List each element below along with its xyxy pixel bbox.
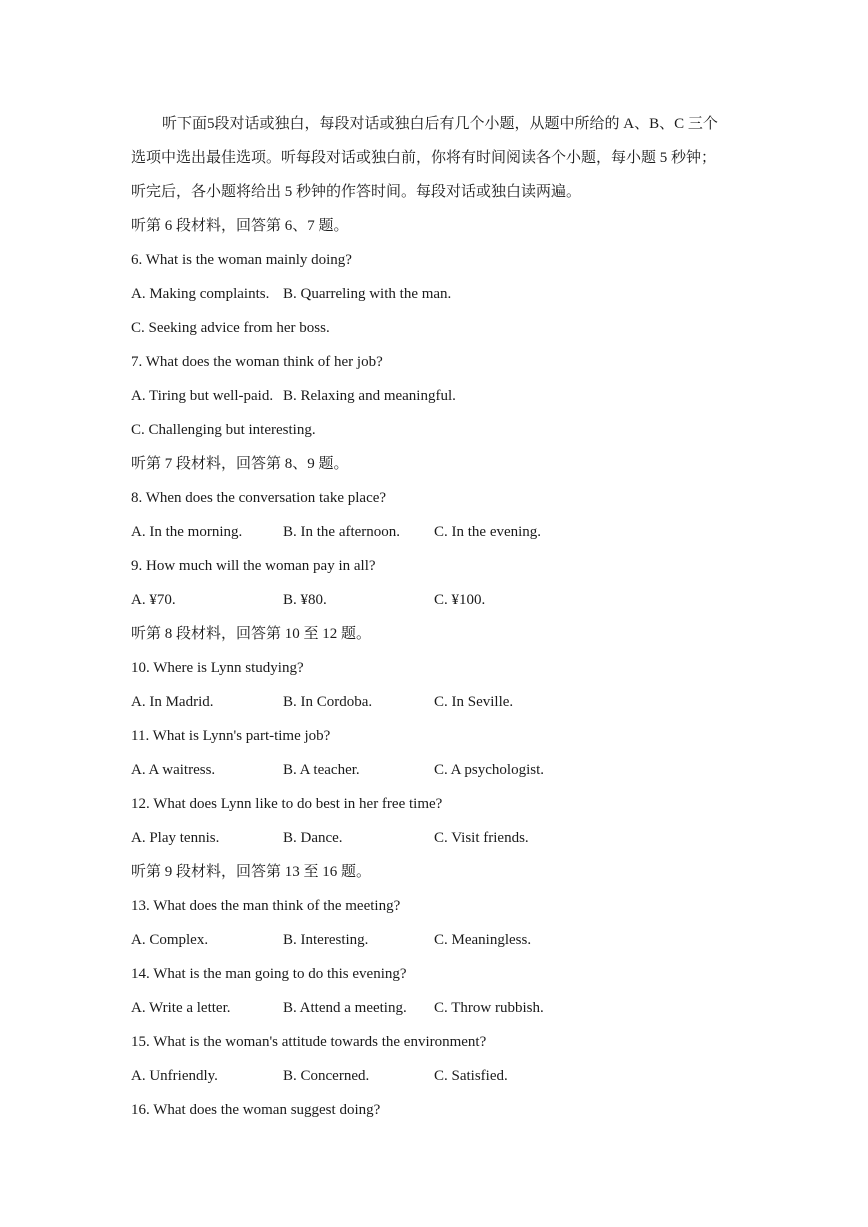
q11-option-c: C. A psychologist. bbox=[434, 762, 545, 778]
q6-option-c: C. Seeking advice from her boss. bbox=[131, 320, 330, 336]
section-heading-8: 听第 8 段材料，回答第 10 至 12 题。 bbox=[131, 626, 372, 642]
question-8: 8. When does the conversation take place? bbox=[131, 490, 387, 506]
q6-option-a: A. Making complaints. bbox=[131, 286, 270, 302]
q6-option-b: B. Quarreling with the man. bbox=[283, 286, 452, 302]
q15-option-c: C. Satisfied. bbox=[434, 1068, 508, 1084]
q8-option-c: C. In the evening. bbox=[434, 524, 542, 540]
q10-option-a: A. In Madrid. bbox=[131, 694, 214, 710]
q9-option-c: C. ¥100. bbox=[434, 592, 486, 608]
section-heading-9: 听第 9 段材料，回答第 13 至 16 题。 bbox=[131, 864, 372, 880]
intro-line-3: 听完后，各小题将给出 5 秒钟的作答时间。每段对话或独白读两遍。 bbox=[131, 184, 582, 200]
q9-option-a: A. ¥70. bbox=[131, 592, 176, 608]
q14-option-b: B. Attend a meeting. bbox=[283, 1000, 407, 1016]
q7-option-a: A. Tiring but well-paid. bbox=[131, 388, 274, 404]
question-16: 16. What does the woman suggest doing? bbox=[131, 1102, 381, 1118]
question-14: 14. What is the man going to do this evening? bbox=[131, 966, 407, 982]
intro-line-2: 选项中选出最佳选项。听每段对话或独白前，你将有时间阅读各个小题，每小题 5 秒钟； bbox=[131, 150, 717, 166]
question-9: 9. How much will the woman pay in all? bbox=[131, 558, 376, 574]
question-7: 7. What does the woman think of her job? bbox=[131, 354, 383, 370]
question-11: 11. What is Lynn's part-time job? bbox=[131, 728, 331, 744]
question-12: 12. What does Lynn like to do best in her free time? bbox=[131, 796, 443, 812]
q10-option-c: C. In Seville. bbox=[434, 694, 514, 710]
q12-option-a: A. Play tennis. bbox=[131, 830, 220, 846]
question-15: 15. What is the woman's attitude towards the environment? bbox=[131, 1034, 487, 1050]
q13-option-a: A. Complex. bbox=[131, 932, 209, 948]
section-heading-6: 听第 6 段材料，回答第 6、7 题。 bbox=[131, 218, 349, 234]
question-6: 6. What is the woman mainly doing? bbox=[131, 252, 352, 268]
intro-line-1: 听下面5段对话或独白，每段对话或独白后有几个小题，从题中所给的 A、B、C 三个 bbox=[162, 116, 718, 132]
q13-option-b: B. Interesting. bbox=[283, 932, 369, 948]
q8-option-b: B. In the afternoon. bbox=[283, 524, 401, 540]
q13-option-c: C. Meaningless. bbox=[434, 932, 532, 948]
q12-option-b: B. Dance. bbox=[283, 830, 343, 846]
q14-option-c: C. Throw rubbish. bbox=[434, 1000, 544, 1016]
q10-option-b: B. In Cordoba. bbox=[283, 694, 373, 710]
q11-option-a: A. A waitress. bbox=[131, 762, 216, 778]
q7-option-b: B. Relaxing and meaningful. bbox=[283, 388, 456, 404]
q15-option-b: B. Concerned. bbox=[283, 1068, 370, 1084]
question-10: 10. Where is Lynn studying? bbox=[131, 660, 304, 676]
q12-option-c: C. Visit friends. bbox=[434, 830, 529, 846]
question-13: 13. What does the man think of the meeting? bbox=[131, 898, 401, 914]
section-heading-7: 听第 7 段材料，回答第 8、9 题。 bbox=[131, 456, 349, 472]
q9-option-b: B. ¥80. bbox=[283, 592, 327, 608]
q14-option-a: A. Write a letter. bbox=[131, 1000, 231, 1016]
q8-option-a: A. In the morning. bbox=[131, 524, 243, 540]
q15-option-a: A. Unfriendly. bbox=[131, 1068, 218, 1084]
q7-option-c: C. Challenging but interesting. bbox=[131, 422, 316, 438]
q11-option-b: B. A teacher. bbox=[283, 762, 360, 778]
